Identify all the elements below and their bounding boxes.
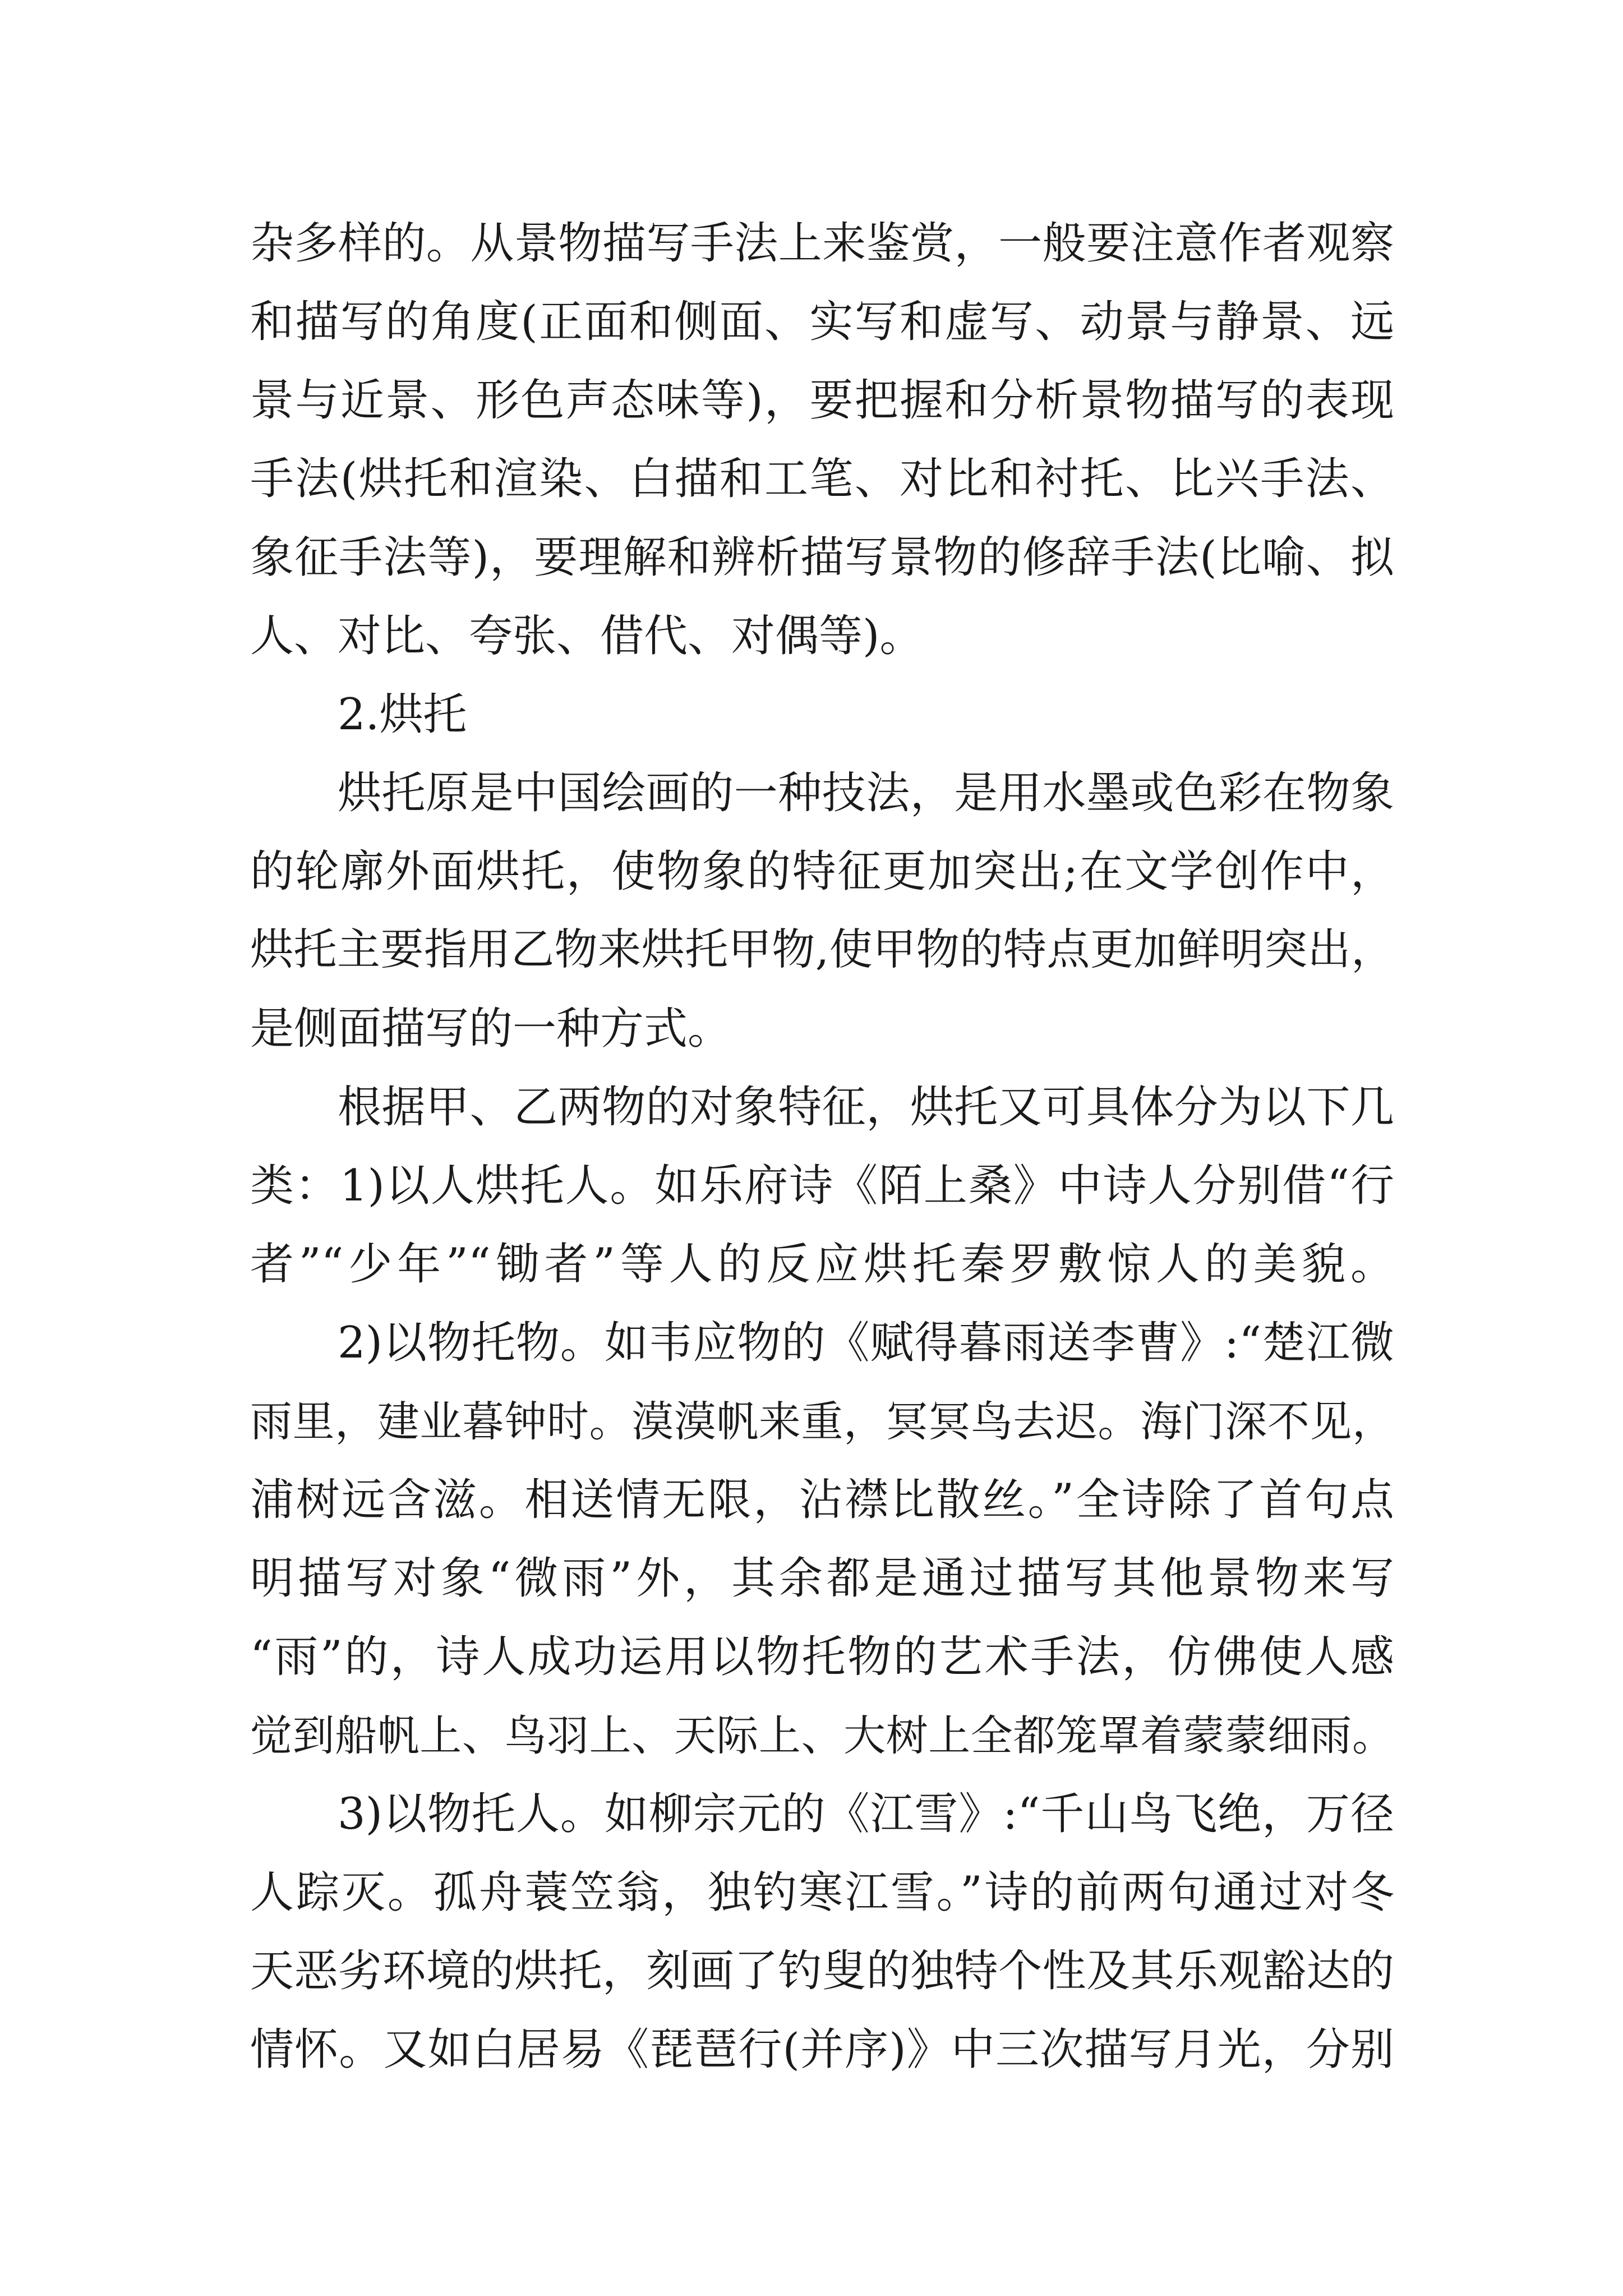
section-heading: 2.烘托 [338,689,467,740]
text-line: 和描写的角度(正面和侧面、实写和虚写、动景与静景、远 [250,297,1394,347]
text-line: 杂多样的。从景物描写手法上来鉴赏，一般要注意作者观察 [250,218,1394,269]
text-line: 景与近景、形色声态味等)，要把握和分析景物描写的表现 [250,375,1394,426]
text-line: 觉到船帆上、鸟羽上、天际上、大树上全都笼罩着蒙蒙细雨。 [250,1711,1394,1760]
text-line: 雨里，建业暮钟时。漠漠帆来重，冥冥鸟去迟。海门深不见， [250,1397,1394,1446]
text-line: 天恶劣环境的烘托，刻画了钓叟的独特个性及其乐观豁达的 [250,1946,1394,1996]
text-line: 类：1)以人烘托人。如乐府诗《陌上桑》中诗人分别借“行 [250,1161,1394,1211]
text-line: 烘托主要指用乙物来烘托甲物,使甲物的特点更加鲜明突出， [250,925,1394,975]
text-line: 人、对比、夸张、借代、对偶等)。 [250,611,924,661]
text-line: 是侧面描写的一种方式。 [250,1004,732,1054]
text-line: 者”“少年”“锄者”等人的反应烘托秦罗敷惊人的美貌。 [250,1239,1394,1290]
text-line: 根据甲、乙两物的对象特征，烘托又可具体分为以下几 [338,1082,1394,1133]
text-line: “雨”的，诗人成功运用以物托物的艺术手法，仿佛使人感 [250,1632,1394,1682]
text-line: 情怀。又如白居易《琵琶行(并序)》中三次描写月光，分别 [250,2024,1394,2075]
text-line: 人踪灭。孤舟蓑笠翁，独钓寒江雪。”诗的前两句通过对冬 [250,1867,1394,1918]
text-line: 明描写对象“微雨”外，其余都是通过描写其他景物来写 [250,1553,1394,1604]
text-line: 2)以物托物。如韦应物的《赋得暮雨送李曹》:“楚江微 [338,1318,1394,1368]
text-line: 手法(烘托和渲染、白描和工笔、对比和衬托、比兴手法、 [250,454,1394,504]
text-line: 浦树远含滋。相送情无限，沾襟比散丝。”全诗除了首句点 [250,1475,1394,1525]
text-line: 的轮廓外面烘托，使物象的特征更加突出;在文学创作中， [250,846,1394,897]
text-line: 3)以物托人。如柳宗元的《江雪》:“千山鸟飞绝，万径 [338,1789,1394,1839]
text-line: 烘托原是中国绘画的一种技法，是用水墨或色彩在物象 [338,768,1394,818]
text-line: 象征手法等)，要理解和辨析描写景物的修辞手法(比喻、拟 [250,532,1394,583]
